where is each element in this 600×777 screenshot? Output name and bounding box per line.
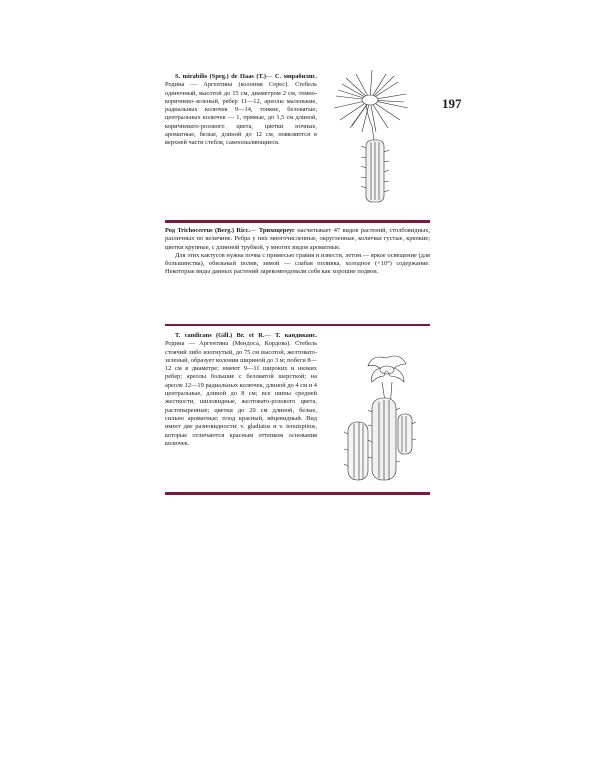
section-divider <box>165 220 430 223</box>
entry-body: Родина — Аргентина (колония Серес). Стебель одиночный, высотой до 15 см, диаметром 2 см, темно-коричнево-зеленый, ребер 11—12, ареолы маленькие, радиальных колючек 9—14, тонкие, беловатые; центральных колючек — 1, прямые, до 1,5 см длиной, коричневато-розового цвета, цветки ночные, ароматные, белые, длиной до 12 см, появляются в верхней части стебля, самоопыляющиеся. <box>165 81 317 147</box>
section-divider <box>165 324 430 326</box>
entry-body: Родина — Аргентина (Мендоса, Кордова). Стебель стоячий либо изогнутый, до 75 см высотой, желтовато-зеленый, образует колонии шириной до 3 м; побеги 8—12 см в диаметре; имеют 9—11 широких и низких ребер; ареолы большие с беловатой шерсткой; на ареоле 12—19 радиальных колючек, длиной до 4 см и 4 центральные, длиной до 8 см; все шипы средней жесткости, шиловидные, желтовато-розового цвета, растопыренные; цветки до 20 см длиной, белые, сильно ароматные; плод красный, яйцевидный. Вид имеет две разновидности: v. gladiatus и v. tenuispinus, которые отличаются красным оттенком основания колючек. <box>165 340 317 447</box>
page-number: 197 <box>442 96 462 111</box>
entry-candicans: T. candicans (Gill.) Br. et R.— Т. кандиканс. Родина — Аргентина (Мендоса, Кордова). Стебель стоячий либо изогнутый, до 75 см высотой, желтовато-зеленый, образует колонии шириной до 3 м; побеги 8—12 см в диаметре; имеют 9—11 широких и низких ребер; ареолы большие с беловатой шерсткой; на ареоле 12—19 радиальных колючек, длиной до 4 см и 4 центральные, длиной до 8 см; все шипы средней жесткости, шиловидные, желтовато-розового цвета, растопыренные; цветки до 20 см длиной, белые, сильно ароматные; плод красный, яйцевидный. Вид имеет две разновидности: v. gladiatus и v. tenuispinus, которые отличаются красным оттенком основания колючек. <box>165 332 317 447</box>
entry-genus-trichocereus: Род Trichocereus (Berg.) Ricc.— Трихоцереус насчитывает 47 видов растений, столбовидных, различных по величине. Ребра у них многочисленные, округленные, колючки густые, крепкие; цветки крупные, с длинной трубкой, у многих видов ароматные. Для этих кактусов нужна почва с примесью гравия и извести, летом — яркое освещение (для большинства), обильный полив, зимой — слабая поливка, холодное (+10°) содержание. Некоторые виды данных растений зарекомендовали себя как хорошие подвои. <box>165 227 430 276</box>
entry-russian-name: Трихоцереус <box>258 227 295 234</box>
entry-body-2: Для этих кактусов нужна почва с примесью гравия и извести, летом — яркое освещение (для большинства), обильный полив, зимой — слабая поливка, холодное (+10°) содержание. Некоторые виды данных растений зарекомендовали себя как хорошие подвои. <box>165 251 430 276</box>
entry-mirabilis: S. mirabilis (Speg.) de Haas (T.)— С. мирабилис. Родина — Аргентина (колония Серес). Стебель одиночный, высотой до 15 см, диаметром 2 см, темно-коричнево-зеленый, ребер 11—12, ареолы маленькие, радиальных колючек 9—14, тонкие, беловатые; центральных колючек — 1, прямые, до 1,5 см длиной, коричневато-розового цвета, цветки ночные, ароматные, белые, длиной до 12 см, появляются в верхней части стебля, самоопыляющиеся. <box>165 73 317 147</box>
entry-latin-name: Trichocereus (Berg.) Ricc. <box>177 227 251 234</box>
entry-latin-name: S. mirabilis (Speg.) de Haas (T.) <box>175 73 267 80</box>
section-divider <box>165 492 430 495</box>
entry-russian-name: Т. кандиканс. <box>275 332 317 339</box>
cactus-mirabilis-illustration <box>322 66 418 206</box>
entry-body: насчитывает 47 видов растений, столбовидных, различных по величине. Ребра у них многочисленные, округленные, колючки густые, крепкие; цветки крупные, с длинной трубкой, у многих видов ароматные. <box>165 227 430 251</box>
cactus-candicans-illustration <box>342 352 418 484</box>
entry-russian-name: С. мирабилис. <box>274 73 317 80</box>
entry-latin-name: T. candicans (Gill.) Br. et R. <box>175 332 265 339</box>
entry-genus-label: Род <box>165 227 175 234</box>
